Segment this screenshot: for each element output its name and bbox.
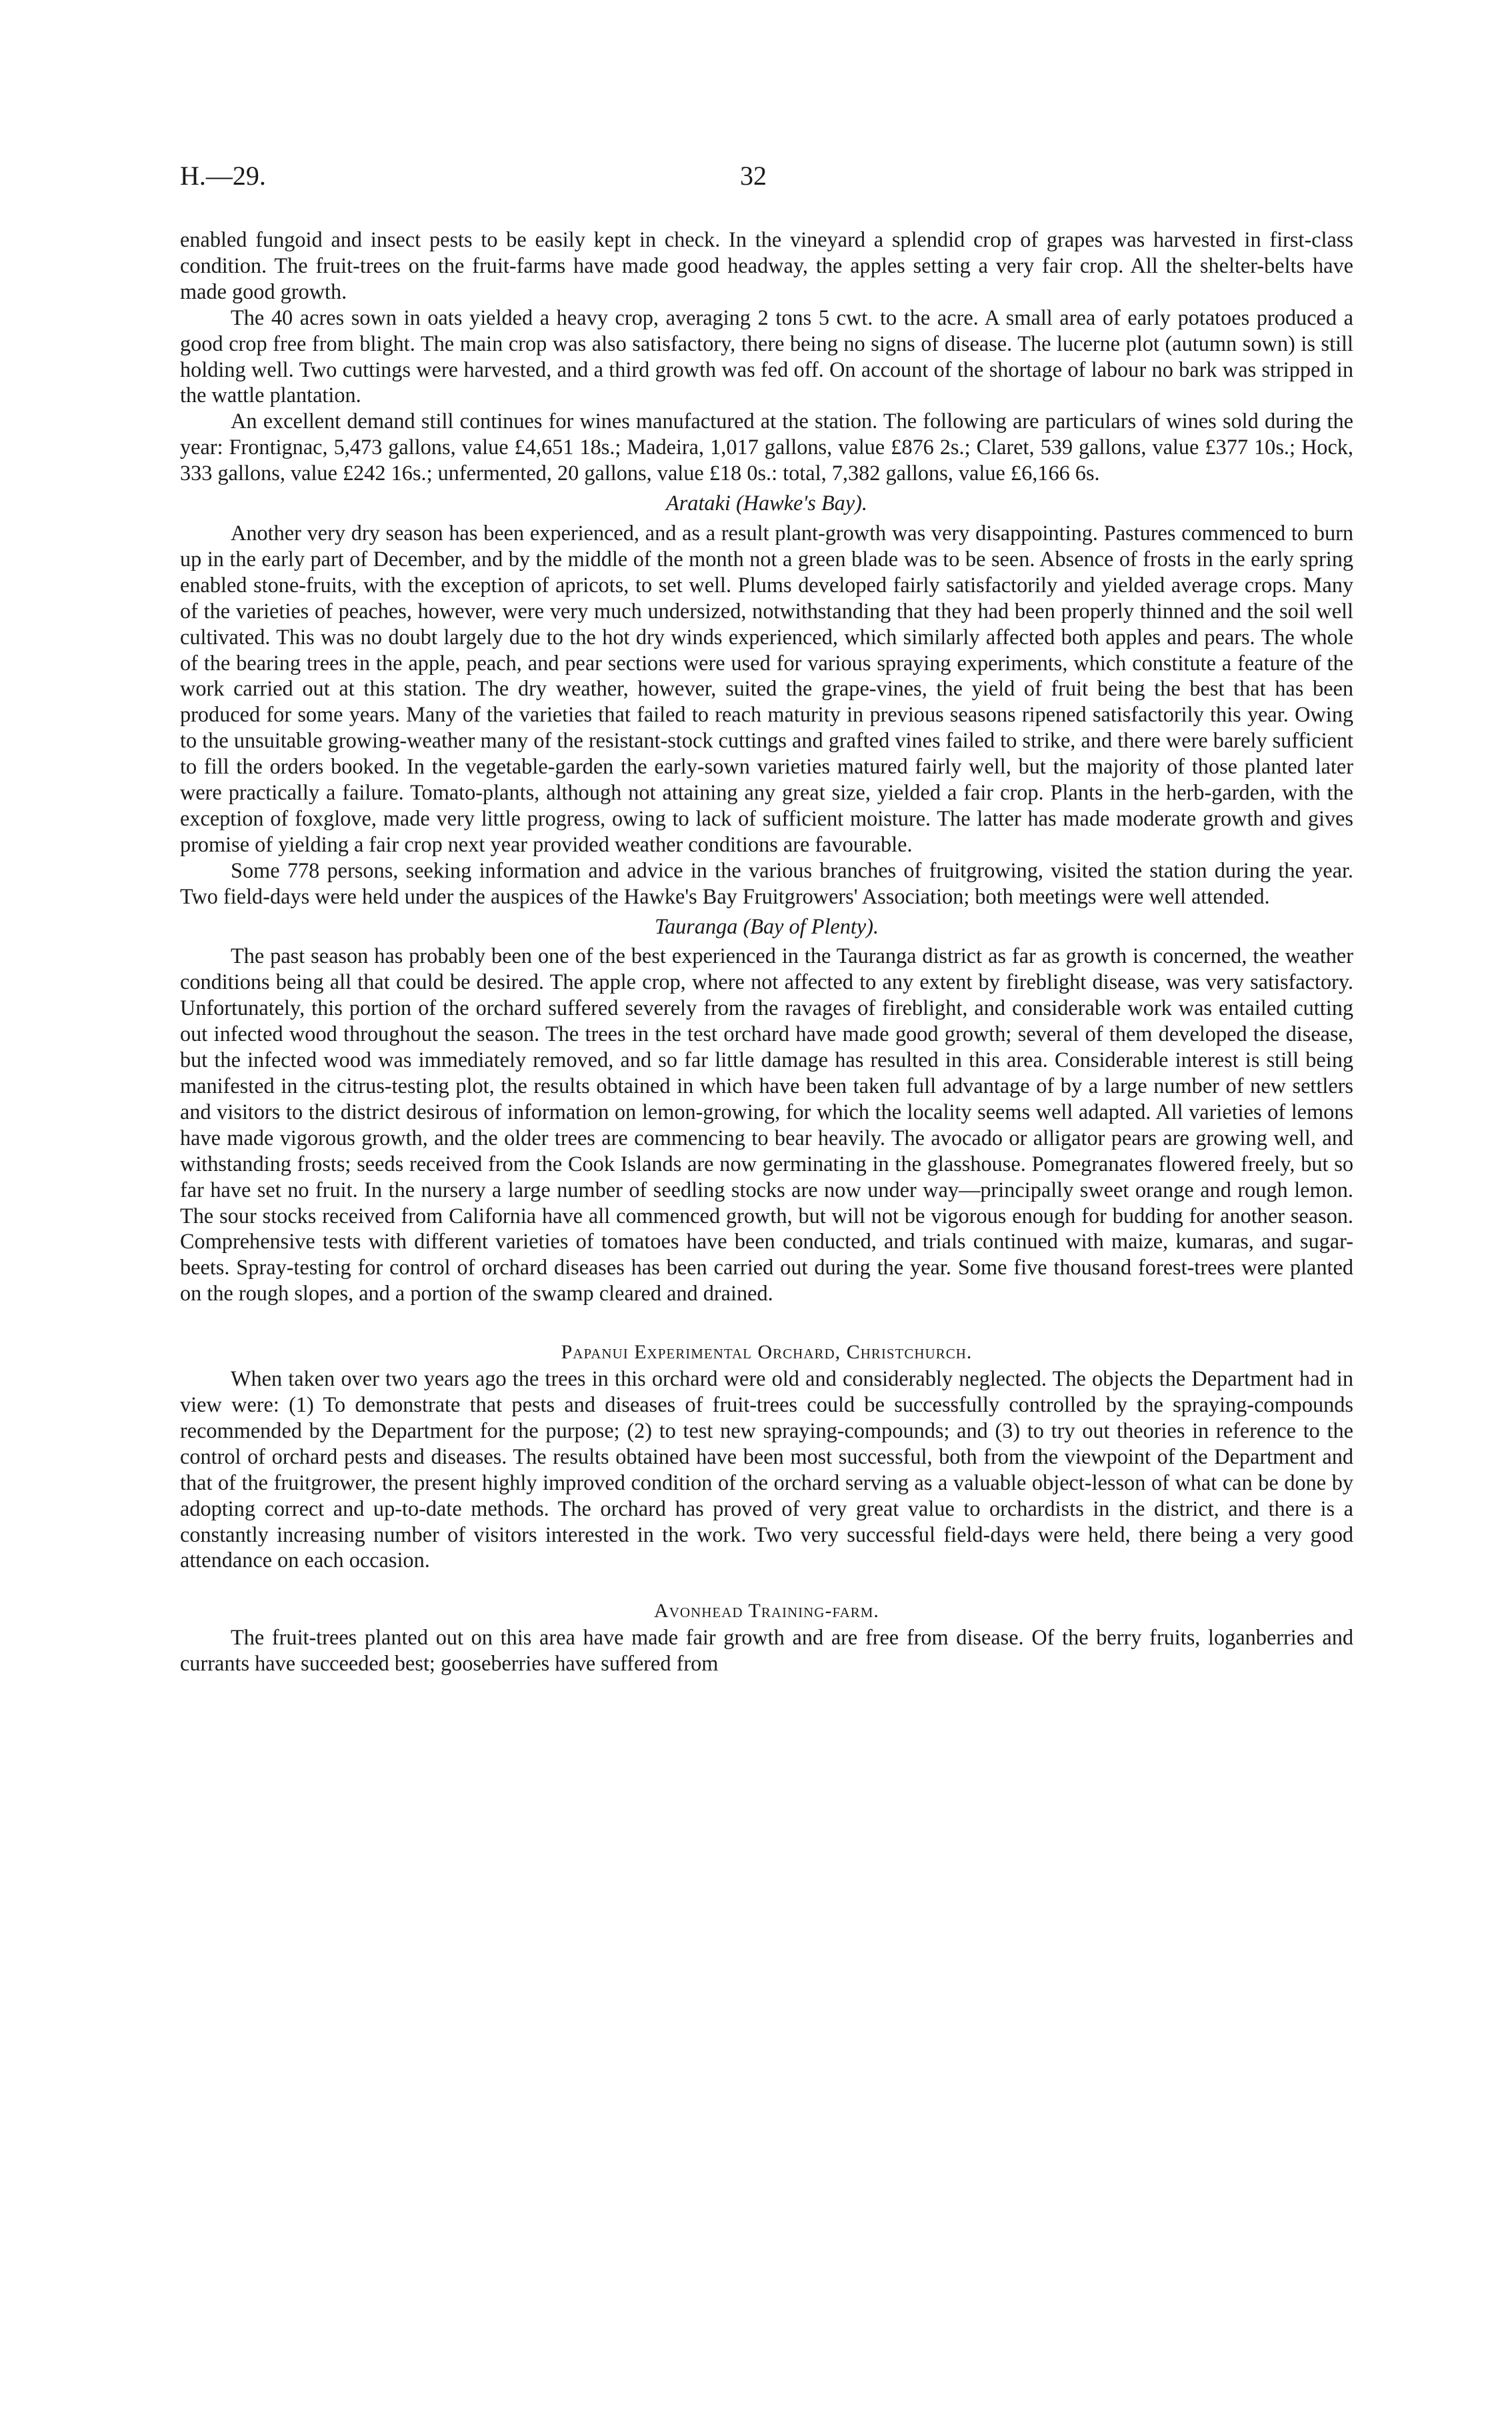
paragraph: The fruit-trees planted out on this area have made fair growth and are free from disease. Of the berry fruits, loganberries and currants have succeeded best; gooseberries have suffered from bbox=[180, 1625, 1353, 1676]
page-body bbox=[180, 227, 1353, 1676]
paragraph: The 40 acres sown in oats yielded a heavy crop, averaging 2 tons 5 cwt. to the acre. A small area of early potatoes produced a good crop free from blight. The main crop was also satisfactory, there being no signs of disease. The lucerne plot (autumn sown) is still holding well. Two cuttings were harvested, and a third growth was fed off. On account of the shortage of labour no bark was stripped in the wattle plantation. bbox=[180, 305, 1353, 407]
paragraph: Another very dry season has been experienced, and as a result plant-growth was very disappointing. Pastures commenced to burn up in the early part of December, and by the middle of the month not a green blade was to be seen. Absence of frosts in the early spring enabled stone-fruits, with the exception of apricots, to set well. Plums developed fairly satisfactorily and yielded average crops. Many of the varieties of peaches, however, were very much undersized, notwithstanding that they had been properly thinned and the soil well cultivated. This was no doubt largely due to the hot dry winds experienced, which similarly affected both apples and pears. The whole of the bearing trees in the apple, peach, and pear sections were used for various spraying experiments, which constitute a feature of the work carried out at this station. The dry weather, however, suited the grape-vines, the yield of fruit being the best that has been produced for some years. Many of the varieties that failed to reach maturity in previous seasons ripened satisfactorily this year. Owing to the unsuitable growing-weather many of the resistant-stock cuttings and grafted vines failed to strike, and there were barely sufficient to fill the orders booked. In the vegetable-garden the early-sown varieties matured fairly well, but the majority of those planted later were practically a failure. Tomato-plants, although not attaining any great size, yielded a fair crop. Plants in the herb-garden, with the exception of foxglove, made very little progress, owing to lack of sufficient moisture. The latter has made moderate growth and gives promise of yielding a fair crop next year provided weather conditions are favourable. bbox=[180, 520, 1353, 856]
section-heading-tauranga: Tauranga (Bay of Plenty). bbox=[654, 914, 879, 938]
paragraph: Some 778 persons, seeking information and advice in the various branches of fruitgrowing, visited the station during the year. Two field-days were held under the auspices of the Hawke's Bay Fruitgrowers' Association; both meetings were well attended. bbox=[180, 858, 1353, 908]
document-page bbox=[180, 160, 1353, 1676]
section-heading-papanui: Papanui Experimental Orchard, Christchurch. bbox=[561, 1341, 973, 1364]
paragraph: An excellent demand still continues for wines manufactured at the station. The following are particulars of wines sold during the year: Frontignac, 5,473 gallons, value £4,651 18s.; Madeira, 1,017 gallons, value £876 2s.; Claret, 539 gallons, value £377 10s.; Hock, 333 gallons, value £242 16s.; unfermented, 20 gallons, value £18 0s.: total, 7,382 gallons, value £6,166 6s. bbox=[180, 409, 1353, 485]
paragraph: When taken over two years ago the trees in this orchard were old and considerably neglected. The objects the Department had in view were: (1) To demonstrate that pests and diseases of fruit-trees could be successfully controlled by the spraying-compounds recommended by the Department for the purpose; (2) to test new spraying-compounds; and (3) to try out theories in reference to the control of orchard pests and diseases. The results obtained have been most successful, both from the viewpoint of the Department and that of the fruitgrower, the present highly improved condition of the orchard serving as a valuable object-lesson of what can be done by adopting correct and up-to-date methods. The orchard has proved of very great value to orchardists in the district, and there is a constantly increasing number of visitors interested in the work. Two very successful field-days were held, there being a very good attendance on each occasion. bbox=[180, 1366, 1353, 1572]
section-heading-avonhead: Avonhead Training-farm. bbox=[654, 1600, 879, 1622]
page-header bbox=[180, 160, 1353, 200]
page-number: 32 bbox=[740, 161, 767, 191]
section-heading-arataki: Arataki (Hawke's Bay). bbox=[666, 491, 867, 515]
report-reference: H.—29. bbox=[180, 161, 266, 191]
paragraph: The past season has probably been one of the best experienced in the Tauranga district as far as growth is concerned, the weather conditions being all that could be desired. The apple crop, where not affected to any extent by fireblight disease, was very satisfactory. Unfortunately, this portion of the orchard suffered severely from the ravages of fireblight, and considerable work was entailed cutting out infected wood throughout the season. The trees in the test orchard have made good growth; several of them developed the disease, but the infected wood was immediately removed, and so far little damage has resulted in this area. Considerable interest is still being manifested in the citrus-testing plot, the results obtained in which have been taken full advantage of by a large number of new settlers and visitors to the district desirous of information on lemon-growing, for which the locality seems well adapted. All varieties of lemons have made vigorous growth, and the older trees are commencing to bear heavily. The avocado or alligator pears are growing well, and withstanding frosts; seeds received from the Cook Islands are now germinating in the glasshouse. Pomegranates flowered freely, but so far have set no fruit. In the nursery a large number of seedling stocks are now under way—principally sweet orange and rough lemon. The sour stocks received from California have all commenced growth, but will not be vigorous enough for budding for another season. Comprehensive tests with different varieties of tomatoes have been conducted, and trials continued with maize, kumaras, and sugar-beets. Spray-testing for control of orchard diseases has been carried out during the year. Some five thousand forest-trees were planted on the rough slopes, and a portion of the swamp cleared and drained. bbox=[180, 944, 1353, 1306]
paragraph: enabled fungoid and insect pests to be easily kept in check. In the vineyard a splendid crop of grapes was harvested in first-class condition. The fruit-trees on the fruit-farms have made good headway, the apples setting a very fair crop. All the shelter-belts have made good growth. bbox=[180, 227, 1353, 303]
